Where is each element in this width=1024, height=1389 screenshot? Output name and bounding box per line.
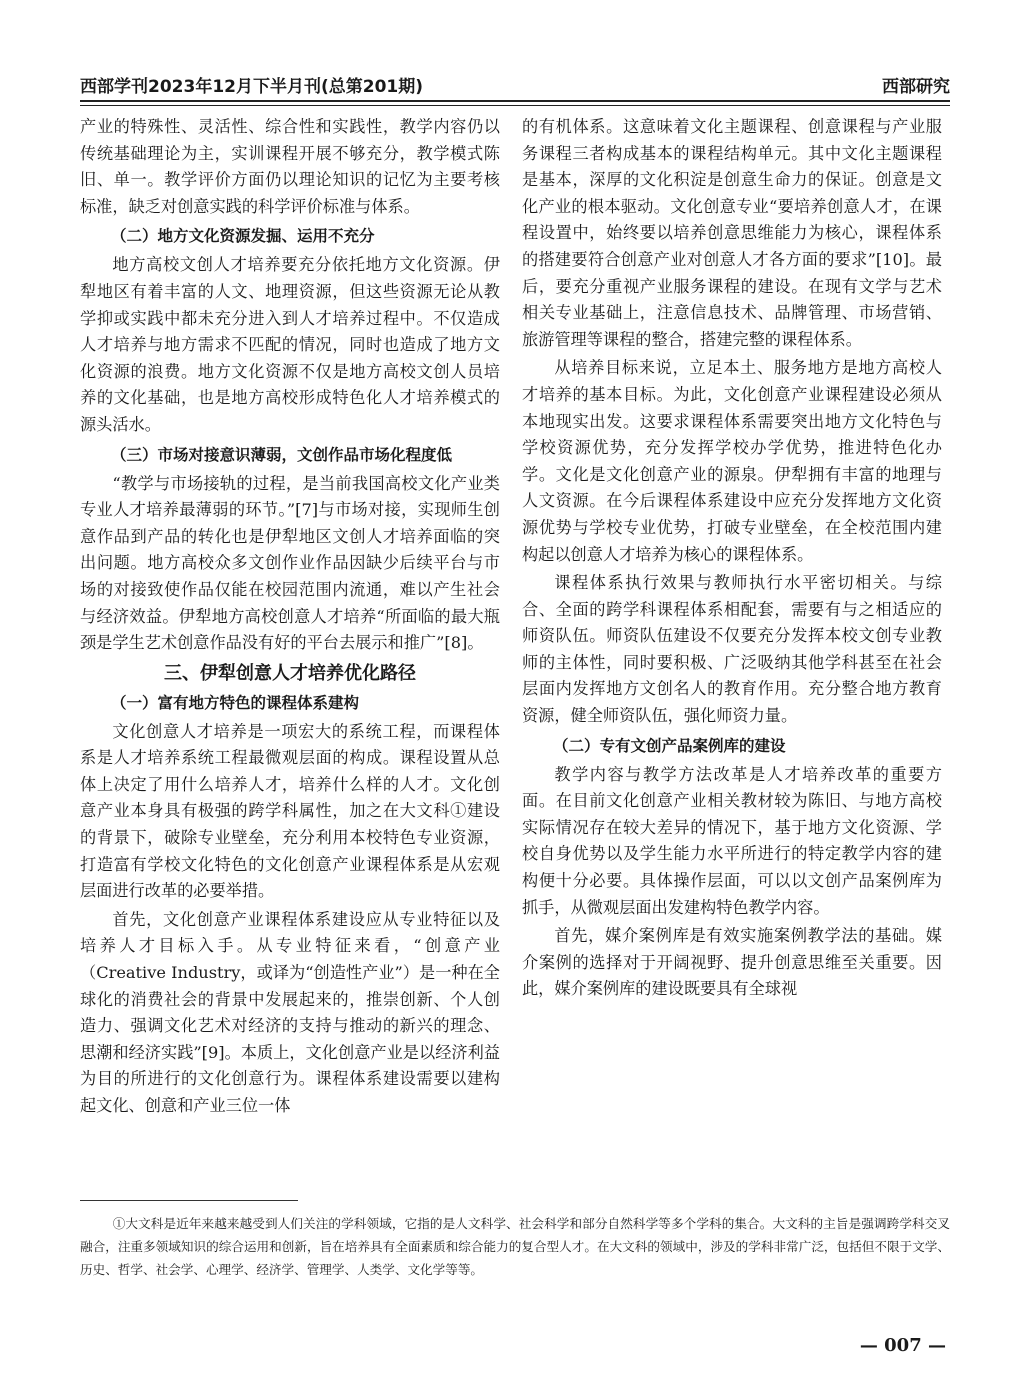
paragraph: 课程体系执行效果与教师执行水平密切相关。与综合、全面的跨学科课程体系相配套，需要有与之相适应的师资队伍。师资队伍建设不仅要充分发挥本校文创专业教师的主体性，同时要积极、广泛吸纳其他学科甚至在社会层面内发挥地方文创名人的教育作用。充分整合地方教育资源，健全师资队伍，强化师资力量。 <box>522 573 942 726</box>
page-number: — 007 — <box>859 1335 946 1356</box>
paragraph: 文化创意人才培养是一项宏大的系统工程，而课程体系是人才培养系统工程最微观层面的构成。课程设置从总体上决定了用什么培养人才，培养什么样的人才。文化创意产业本身具有极强的跨学科属性，加之在大文科①建设的背景下，破除专业壁垒，充分利用本校特色专业资源，打造富有学校文化特色的文化创意产业课程体系是从宏观层面进行改革的必要举措。 <box>80 721 500 901</box>
subsection-heading: （二）专有文创产品案例库的建设 <box>553 736 786 755</box>
journal-info: 西部学刊2023年12月下半月刊(总第201期) <box>80 77 423 97</box>
header-rule <box>80 100 950 102</box>
subsection-heading: （一）富有地方特色的课程体系建构 <box>111 693 360 712</box>
footnote-rule <box>80 1200 298 1201</box>
paragraph: 从培养目标来说，立足本土、服务地方是地方高校人才培养的基本目标。为此，文化创意产业课程建设必须从本地现实出发。这要求课程体系需要突出地方文化特色与学校资源优势，充分发挥学校办学优势，推进特色化办学。文化是文化创意产业的源泉。伊犁拥有丰富的地理与人文资源。在今后课程体系建设中应充分发挥地方文化资源优势与学校专业优势，打破专业壁垒，在全校范围内建构起以创意人才培养为核心的课程体系。 <box>522 358 942 564</box>
paragraph: 教学内容与教学方法改革是人才培养改革的重要方面。在目前文化创意产业相关教材较为陈旧、与地方高校实际情况存在较大差异的情况下，基于地方文化资源、学校自身优势以及学生能力水平所进行的特定教学内容的建构便十分必要。具体操作层面，可以以文创产品案例库为抓手，从微观层面出发建构特色教学内容。 <box>522 764 942 917</box>
paragraph: 首先，文化创意产业课程体系建设应从专业特征以及培养人才目标入手。从专业特征来看，“创意产业（Creative Industry，或译为“创造性产业”）是一种在全球化的消费社会的背景中发展起来的，推崇创新、个人创造力、强调文化艺术对经济的支持与推动的新兴的理念、思潮和经济实践”[9]。本质上，文化创意产业是以经济利益为目的所进行的文化创意行为。课程体系建设需要以建构起文化、创意和产业三位一体 <box>80 909 500 1115</box>
page-header <box>80 68 950 102</box>
paragraph: “教学与市场接轨的过程，是当前我国高校文化产业类专业人才培养最薄弱的环节。”[7]与市场对接，实现师生创意作品到产品的转化也是伊犁地区文创人才培养面临的突出问题。地方高校众多文创作业作品因缺少后续平台与市场的对接致使作品仅能在校园范围内流通，难以产生社会与经济效益。伊犁地方高校创意人才培养“所面临的最大瓶颈是学生艺术创意作品没有好的平台去展示和推广”[8]。 <box>80 473 500 653</box>
section-heading: 三、伊犁创意人才培养优化路径 <box>164 662 416 684</box>
paragraph: 产业的特殊性、灵活性、综合性和实践性，教学内容仍以传统基础理论为主，实训课程开展不够充分，教学模式陈旧、单一。教学评价方面仍以理论知识的记忆为主要考核标准，缺乏对创意实践的科学评价标准与体系。 <box>80 117 500 216</box>
right-column <box>522 114 942 1005</box>
paragraph: 地方高校文创人才培养要充分依托地方文化资源。伊犁地区有着丰富的人文、地理资源，但这些资源无论从教学抑或实践中都未充分进入到人才培养过程中。不仅造成人才培养与地方需求不匹配的情况，同时也造成了地方文化资源的浪费。地方文化资源不仅是地方高校文创人员培养的文化基础，也是地方高校形成特色化人才培养模式的源头活水。 <box>80 255 500 434</box>
paragraph: 首先，媒介案例库是有效实施案例教学法的基础。媒介案例的选择对于开阔视野、提升创意思维至关重要。因此，媒介案例库的建设既要具有全球视 <box>522 926 942 999</box>
left-column <box>80 114 500 1122</box>
header-rule-thin <box>80 105 950 106</box>
footnote: ①大文科是近年来越来越受到人们关注的学科领域，它指的是人文科学、社会科学和部分自然科学等多个学科的集合。大文科的主旨是强调跨学科交叉融合，注重多领域知识的综合运用和创新，旨在培养具有全面素质和综合能力的复合型人才。在大文科的领域中，涉及的学科非常广泛，包括但不限于文学、历史、哲学、社会学、心理学、经济学、管理学、人类学、文化学等等。 <box>80 1216 950 1277</box>
paragraph: 的有机体系。这意味着文化主题课程、创意课程与产业服务课程三者构成基本的课程结构单元。其中文化主题课程是基本，深厚的文化积淀是创意生命力的保证。创意是文化产业的根本驱动。文化创意专业“要培养创意人才，在课程设置中，始终要以培养创意思维能力为核心，课程体系的搭建要符合创意产业对创意人才各方面的要求”[10]。最后，要充分重视产业服务课程的建设。在现有文学与艺术相关专业基础上，注意信息技术、品牌管理、市场营销、旅游管理等课程的整合，搭建完整的课程体系。 <box>522 117 942 349</box>
subsection-heading: （二）地方文化资源发掘、运用不充分 <box>111 227 375 246</box>
subsection-heading: （三）市场对接意识薄弱，文创作品市场化程度低 <box>111 445 453 464</box>
section-name: 西部研究 <box>882 77 950 97</box>
